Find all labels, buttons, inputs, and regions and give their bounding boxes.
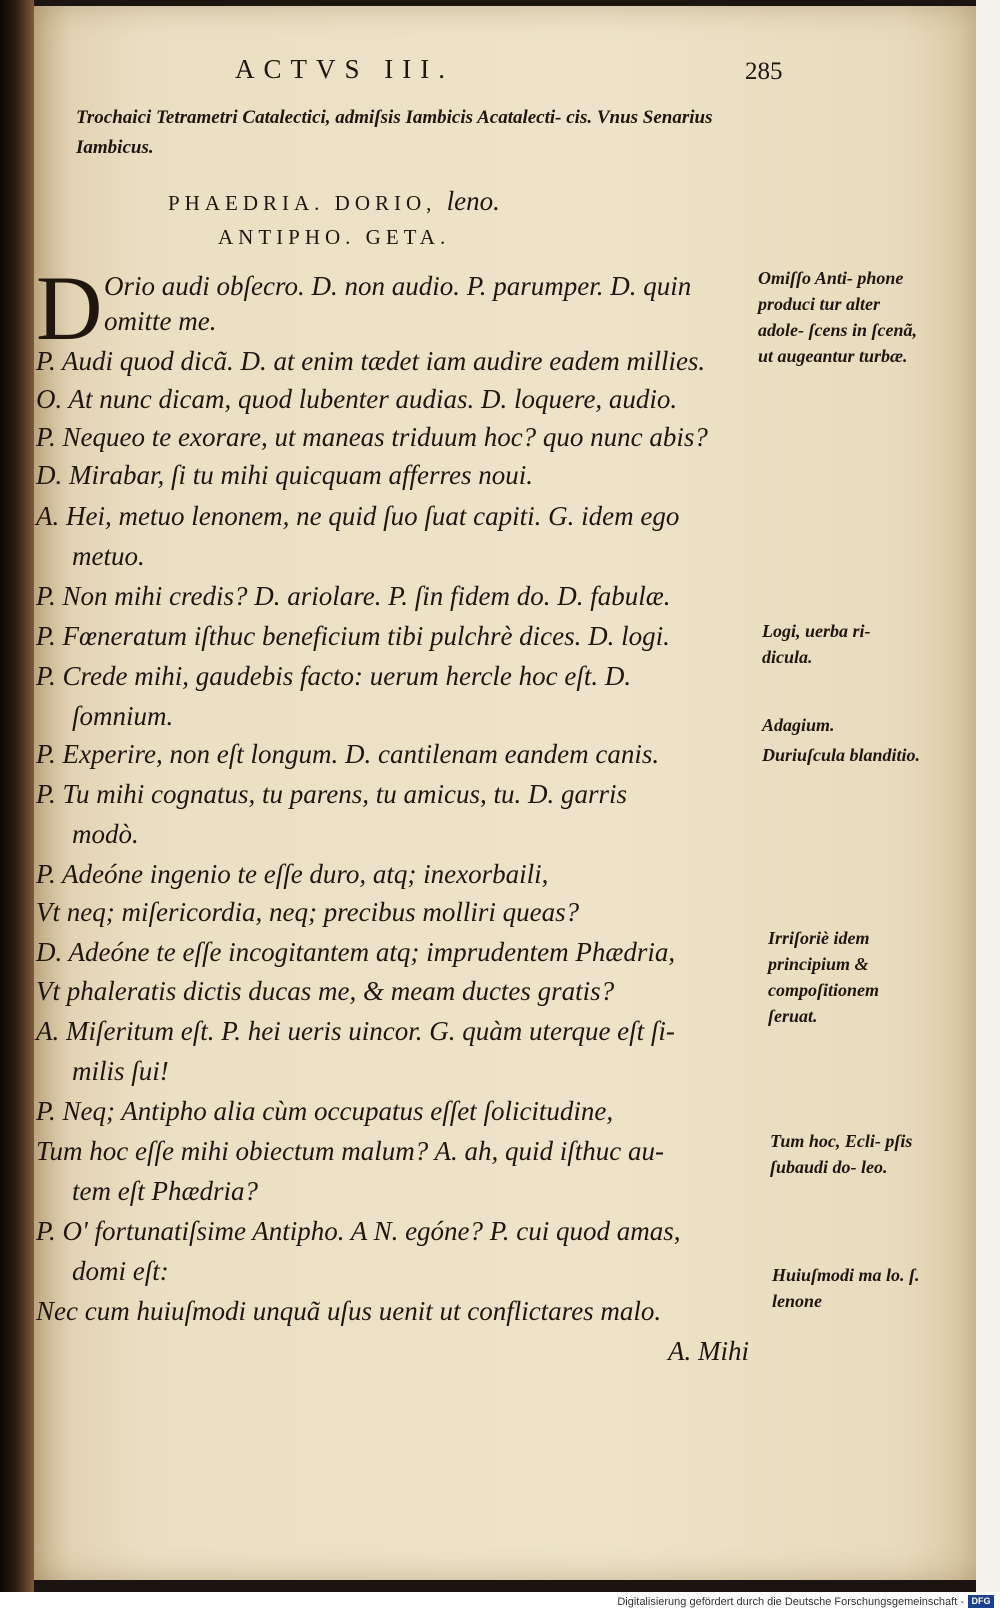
running-head: ACTVS III. xyxy=(235,54,454,84)
meter-note: Trochaici Tetrametri Catalectici, admiſsis Iambicis Acatalecti- cis. Vnus Senarius Iambicus. xyxy=(76,107,713,158)
text-line: D. Adeóne te eſſe incogitantem atq; imprudentem Phædria, xyxy=(36,937,676,967)
text-line: P. Tu mihi cognatus, tu parens, tu amicus, tu. D. garris xyxy=(36,779,628,809)
drop-cap: D xyxy=(36,257,103,359)
text-line: P. Non mihi credis? D. ariolare. P. ſin fidem do. D. fabulæ. xyxy=(36,581,671,611)
text-line: metuo. xyxy=(72,541,145,571)
margin-note: Logi, uerba ri- dicula. xyxy=(762,621,871,667)
book-spine-shadow xyxy=(0,0,34,1613)
text-line: modò. xyxy=(72,819,139,849)
catchword: A. Mihi xyxy=(668,1336,749,1366)
text-line: A. Miſeritum eſt. P. hei ueris uincor. G. quàm uterque eſt ſi- xyxy=(36,1016,675,1046)
text-line: Nec cum huiuſmodi unquã uſus uenit ut conflictares malo. xyxy=(36,1296,662,1326)
text-line: P. Nequeo te exorare, ut maneas triduum hoc? quo nunc abis? xyxy=(36,422,708,452)
text-line: Vt neq; miſericordia, neq; precibus molliri queas? xyxy=(36,897,580,927)
persons-leno: leno. xyxy=(446,186,500,216)
margin-note: Omiſſo Anti- phone produci tur alter adole- ſcens in ſcenã, ut augeantur turbæ. xyxy=(758,268,917,366)
text-line: P. Audi quod dicã. D. at enim tædet iam audire eadem millies. xyxy=(36,346,706,376)
page-number: 285 xyxy=(745,58,783,85)
margin-note: Duriuſcula blanditio. xyxy=(762,745,921,765)
text-line: P. Crede mihi, gaudebis facto: uerum hercle hoc eſt. D. xyxy=(36,661,632,691)
dfg-logo: DFG xyxy=(968,1595,994,1608)
text-line: tem eſt Phædria? xyxy=(72,1176,258,1206)
page-edge xyxy=(976,0,1000,1613)
margin-note: Tum hoc, Ecli- pſis ſubaudi do- leo. xyxy=(770,1131,913,1177)
text-line: A. Hei, metuo lenonem, ne quid ſuo ſuat capiti. G. idem ego xyxy=(36,501,680,531)
text-line: ſomnium. xyxy=(72,701,174,731)
dramatis-personae-line-1 xyxy=(168,186,500,217)
persons-names: PHAEDRIA. DORIO, xyxy=(168,191,437,215)
margin-note: Irriſoriè idem principium & compoſitionem ſeruat. xyxy=(768,928,879,1026)
text-line: milis ſui! xyxy=(72,1056,169,1086)
text-line: omitte me. xyxy=(104,306,217,336)
margin-note: Huiuſmodi ma lo. ſ. lenone xyxy=(772,1265,920,1311)
dramatis-personae-line-2: ANTIPHO. GETA. xyxy=(218,225,451,249)
text-line: P. Neq; Antipho alia cùm occupatus eſſet ſolicitudine, xyxy=(36,1096,614,1126)
text-line: P. Fœneratum iſthuc beneficium tibi pulchrè dices. D. logi. xyxy=(36,621,670,651)
text-line: D. Mirabar, ſi tu mihi quicquam afferres noui. xyxy=(36,460,533,490)
text-line: Vt phaleratis dictis ducas me, & meam ductes gratis? xyxy=(36,976,615,1006)
text-line: Tum hoc eſſe mihi obiectum malum? A. ah, quid iſthuc au- xyxy=(36,1136,664,1166)
digitization-credit: Digitalisierung gefördert durch die Deutsche Forschungsgemeinschaft - xyxy=(617,1596,964,1608)
margin-note: Adagium. xyxy=(762,715,835,735)
text-line: O. At nunc dicam, quod lubenter audias. D. loquere, audio. xyxy=(36,384,678,414)
text-line: Orio audi obſecro. D. non audio. P. parumper. D. quin xyxy=(104,271,692,301)
text-line: P. O' fortunatiſsime Antipho. A N. egóne? P. cui quod amas, xyxy=(36,1216,681,1246)
text-line: P. Experire, non eſt longum. D. cantilenam eandem canis. xyxy=(36,739,660,769)
text-line: P. Adeóne ingenio te eſſe duro, atq; inexorbaili, xyxy=(36,859,549,889)
text-line: domi eſt: xyxy=(72,1256,169,1286)
